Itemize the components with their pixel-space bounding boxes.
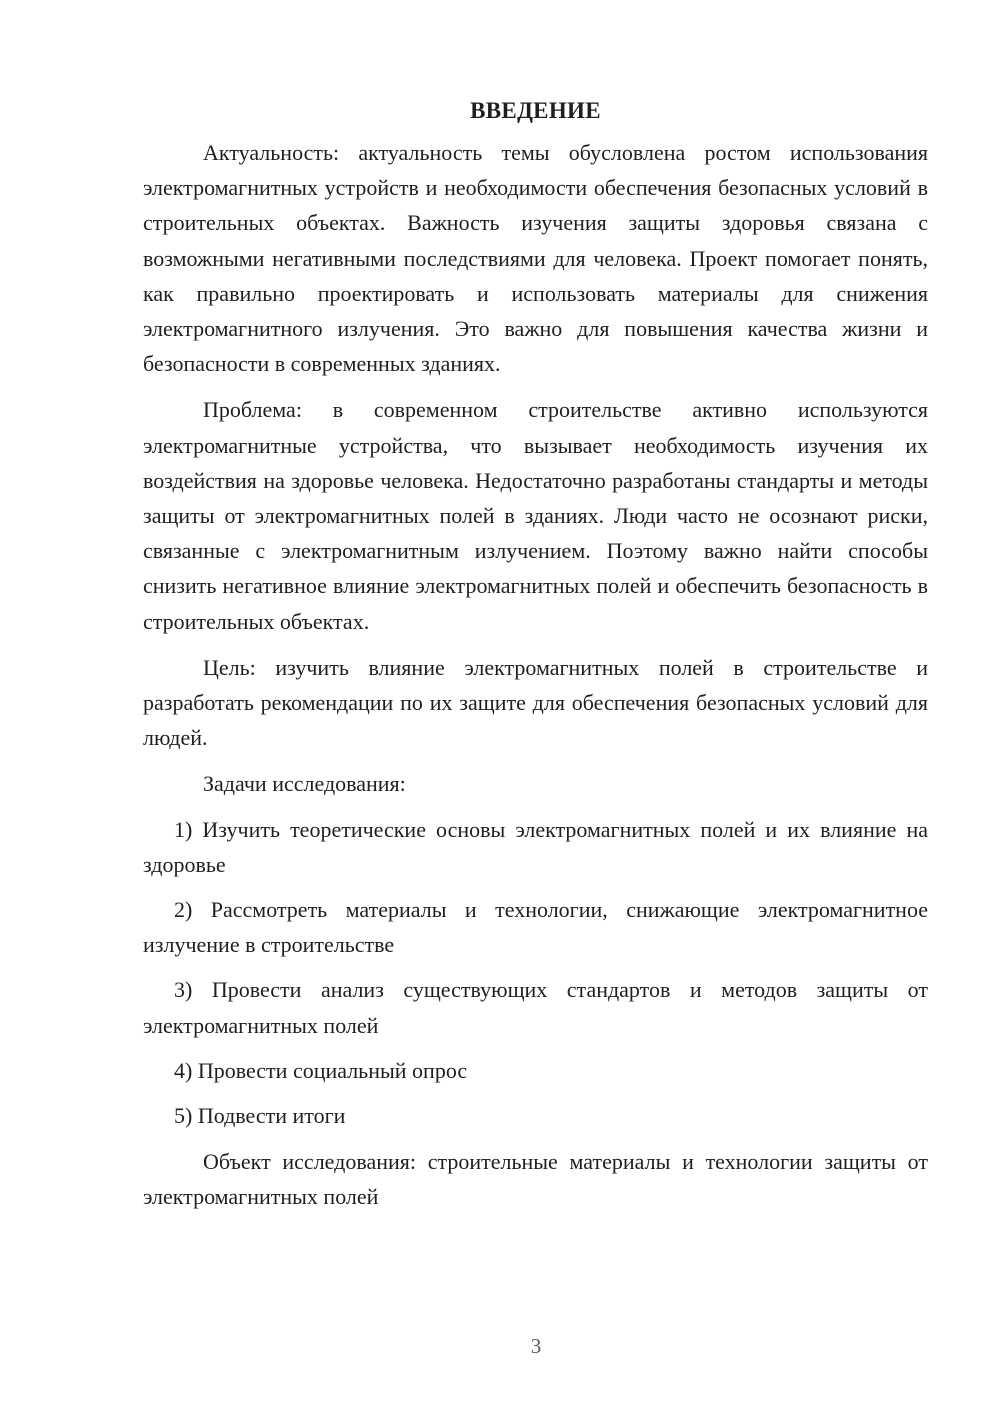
task-item: 5) Подвести итоги	[174, 1103, 346, 1129]
section-title: ВВЕДЕНИЕ	[470, 98, 601, 123]
page-content	[143, 93, 928, 1215]
task-item: 2) Рассмотреть материалы и технологии, снижающие электромагнитное излучение в строительстве	[143, 897, 928, 958]
goal-paragraph: Цель: изучить влияние электромагнитных полей в строительстве и разработать рекомендации по их защите для обеспечения безопасных условий для людей.	[143, 654, 928, 751]
relevance-paragraph: Актуальность: актуальность темы обусловлена ростом использования электромагнитных устройств и необходимости обеспечения безопасных условий в строительных объектах. Важность изучения защиты здоровья связана с возможными негативными последствиями для человека. Проект помогает понять, как правильно проектировать и использовать материалы для снижения электромагнитного излучения. Это важно для повышения качества жизни и безопасности в современных зданиях.	[143, 140, 928, 377]
task-item: 1) Изучить теоретические основы электромагнитных полей и их влияние на здоровье	[143, 816, 928, 877]
page-number: 3	[530, 1334, 542, 1358]
task-item: 3) Провести анализ существующих стандартов и методов защиты от электромагнитных полей	[143, 977, 928, 1038]
object-paragraph: Объект исследования: строительные материалы и технологии защиты от электромагнитных полей	[143, 1149, 928, 1210]
tasks-list	[143, 812, 928, 1134]
problem-paragraph: Проблема: в современном строительстве активно используются электромагнитные устройства, что вызывает необходимость изучения их воздействия на здоровье человека. Недостаточно разработаны стандарты и методы защиты от электромагнитных полей в зданиях. Люди часто не осознают риски, связанные с электромагнитным излучением. Поэтому важно найти способы снизить негативное влияние электромагнитных полей и обеспечить безопасность в строительных объектах.	[143, 397, 928, 634]
tasks-heading: Задачи исследования:	[203, 771, 406, 797]
task-item: 4) Провести социальный опрос	[174, 1057, 468, 1083]
